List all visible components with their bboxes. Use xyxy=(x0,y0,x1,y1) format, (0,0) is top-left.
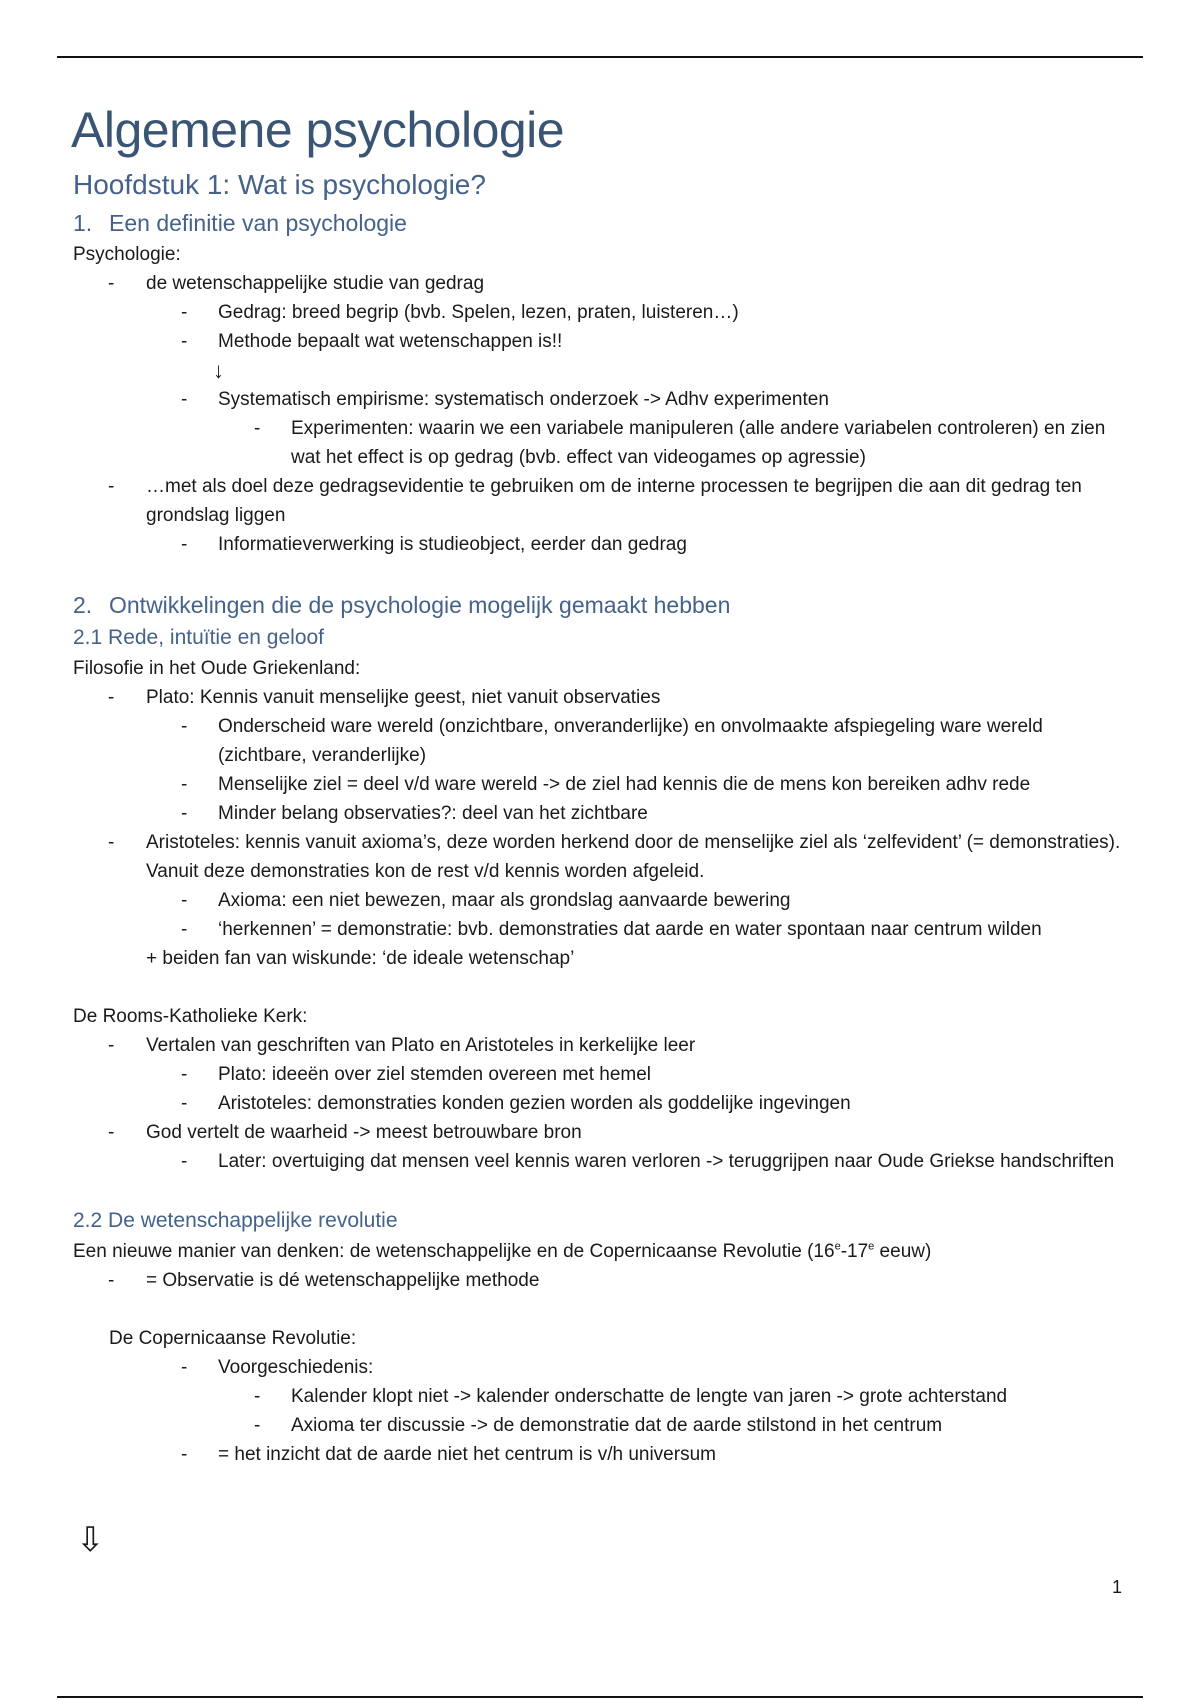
bullet-dash: - xyxy=(181,774,188,795)
list-item-text: Axioma ter discussie -> de demonstratie dat de aarde stilstond in het centrum xyxy=(291,1415,943,1436)
section-1-number: 1. xyxy=(73,210,93,236)
list-item xyxy=(73,1060,1133,1089)
document-title: Algemene psychologie xyxy=(71,102,565,158)
list-item-text: Axioma: een niet bewezen, maar als grondslag aanvaarde bewering xyxy=(218,890,791,911)
subsection-2-2-heading: 2.2 De wetenschappelijke revolutie xyxy=(73,1209,398,1232)
list-item-text: Menselijke ziel = deel v/d ware wereld -> de ziel had kennis die de mens kon bereiken adhv rede xyxy=(218,774,1031,795)
bullet-dash: - xyxy=(108,1270,115,1291)
bullet-dash: - xyxy=(181,331,188,352)
superscript: e xyxy=(868,1240,875,1253)
list-item xyxy=(73,1089,1133,1118)
church-intro: De Rooms-Katholieke Kerk: xyxy=(73,1006,308,1027)
list-item xyxy=(73,770,1133,799)
subsection-2-1-heading: 2.1 Rede, intuïtie en geloof xyxy=(73,626,325,649)
bullet-dash: - xyxy=(181,716,188,737)
outline-arrow-down-icon: ⇩ xyxy=(76,1521,105,1559)
bullet-dash: - xyxy=(181,534,188,555)
list-item-text: Aristoteles: kennis vanuit axioma’s, deze worden herkend door de menselijke ziel als ‘zelfevident’ (= demonstraties). Vanuit deze demonstraties kon de rest v/d kennis worden afgeleid. xyxy=(146,832,1121,882)
section-2-title: Ontwikkelingen die de psychologie mogelijk gemaakt hebben xyxy=(109,592,731,618)
list-item xyxy=(73,886,1133,915)
bullet-dash: - xyxy=(181,389,188,410)
bullet-dash: - xyxy=(181,890,188,911)
list-item-text: Plato: Kennis vanuit menselijke geest, niet vanuit observaties xyxy=(146,687,661,708)
list-item xyxy=(73,1440,1133,1469)
list-item-text: Plato: ideeën over ziel stemden overeen met hemel xyxy=(218,1064,652,1085)
list-item xyxy=(73,327,1133,356)
bullet-dash: - xyxy=(181,1151,188,1172)
list-item-text: Methode bepaalt wat wetenschappen is!! xyxy=(218,331,563,352)
list-item xyxy=(73,1382,1133,1411)
spacer xyxy=(73,973,1133,1002)
spacer xyxy=(73,559,1133,588)
list-item xyxy=(73,269,1133,298)
list-item xyxy=(73,385,1133,414)
footer-rule xyxy=(57,1696,1143,1698)
list-item xyxy=(73,828,1133,886)
document-page xyxy=(73,98,1133,1469)
list-item xyxy=(73,1118,1133,1147)
header-rule xyxy=(57,56,1143,58)
bullet-dash: - xyxy=(108,1035,115,1056)
list-item-text: = Observatie is dé wetenschappelijke methode xyxy=(146,1270,540,1291)
chapter-heading: Hoofdstuk 1: Wat is psychologie? xyxy=(73,169,486,200)
list-item-text: de wetenschappelijke studie van gedrag xyxy=(146,273,485,294)
list-item-text: …met als doel deze gedragsevidentie te gebruiken om de interne processen te begrijpen die aan dit gedrag ten grondslag liggen xyxy=(146,476,1082,526)
bullet-dash: - xyxy=(108,1122,115,1143)
list-item-text: Aristoteles: demonstraties konden gezien worden als goddelijke ingevingen xyxy=(218,1093,851,1114)
list-item-text: Systematisch empirisme: systematisch onderzoek -> Adhv experimenten xyxy=(218,389,829,410)
list-item xyxy=(73,1031,1133,1060)
list-item-text: Voorgeschiedenis: xyxy=(218,1357,374,1378)
arrow-down-icon: ↓ xyxy=(213,358,224,383)
bullet-dash: - xyxy=(254,418,261,439)
section-1-heading xyxy=(73,206,1133,240)
bullet-dash: - xyxy=(108,476,115,497)
intro-text-part: -17 xyxy=(840,1241,869,1262)
bullet-dash: - xyxy=(181,1357,188,1378)
list-item-text: Minder belang observaties?: deel van het zichtbare xyxy=(218,803,648,824)
intro-text-part: eeuw) xyxy=(874,1241,932,1262)
bullet-dash: - xyxy=(108,832,115,853)
note-line: + beiden fan van wiskunde: ‘de ideale wetenschap’ xyxy=(146,948,575,969)
list-item-text: Informatieverwerking is studieobject, eerder dan gedrag xyxy=(218,534,687,555)
list-item-text: Gedrag: breed begrip (bvb. Spelen, lezen, praten, luisteren…) xyxy=(218,302,739,323)
bullet-dash: - xyxy=(108,273,115,294)
bullet-dash: - xyxy=(108,687,115,708)
list-item-text: Experimenten: waarin we een variabele manipuleren (alle andere variabelen controleren) en zien wat het effect is op gedrag (bvb. effect van videogames op agressie) xyxy=(291,418,1106,468)
superscript: e xyxy=(834,1240,841,1253)
intro-text-part: Een nieuwe manier van denken: de wetenschappelijke en de Copernicaanse Revolutie (16 xyxy=(73,1241,835,1262)
bullet-dash: - xyxy=(181,302,188,323)
list-item xyxy=(73,1353,1133,1382)
bullet-dash: - xyxy=(181,1444,188,1465)
list-item-text: Vertalen van geschriften van Plato en Aristoteles in kerkelijke leer xyxy=(146,1035,696,1056)
list-item xyxy=(73,1411,1133,1440)
list-item-text: God vertelt de waarheid -> meest betrouwbare bron xyxy=(146,1122,582,1143)
section-2-heading xyxy=(73,588,1133,622)
list-item xyxy=(73,1147,1133,1176)
list-item-text: ‘herkennen’ = demonstratie: bvb. demonstraties dat aarde en water spontaan naar centrum wilden xyxy=(218,919,1042,940)
list-item xyxy=(73,414,1133,472)
spacer xyxy=(73,1176,1133,1205)
list-item xyxy=(73,1266,1133,1295)
list-item xyxy=(73,298,1133,327)
bullet-dash: - xyxy=(181,1093,188,1114)
copernican-intro: De Copernicaanse Revolutie: xyxy=(109,1328,357,1349)
section-2-number: 2. xyxy=(73,592,93,618)
list-item-text: Later: overtuiging dat mensen veel kennis waren verloren -> teruggrijpen naar Oude Griekse handschriften xyxy=(218,1151,1115,1172)
bullet-dash: - xyxy=(181,919,188,940)
bullet-dash: - xyxy=(181,1064,188,1085)
bullet-dash: - xyxy=(254,1386,261,1407)
list-item-text: = het inzicht dat de aarde niet het centrum is v/h universum xyxy=(218,1444,716,1465)
subsection-2-1-intro: Filosofie in het Oude Griekenland: xyxy=(73,658,361,679)
section-1-title: Een definitie van psychologie xyxy=(109,210,407,236)
list-item-text: Onderscheid ware wereld (onzichtbare, onveranderlijke) en onvolmaakte afspiegeling ware wereld (zichtbare, veranderlijke) xyxy=(218,716,1043,766)
subsection-2-2-intro xyxy=(73,1237,1133,1266)
bullet-dash: - xyxy=(254,1415,261,1436)
list-item xyxy=(73,799,1133,828)
list-item xyxy=(73,472,1133,530)
list-item xyxy=(73,712,1133,770)
page-number: 1 xyxy=(1112,1577,1123,1597)
spacer xyxy=(73,1295,1133,1324)
list-item-text: Kalender klopt niet -> kalender onderschatte de lengte van jaren -> grote achterstand xyxy=(291,1386,1008,1407)
list-item xyxy=(73,530,1133,559)
section-1-intro: Psychologie: xyxy=(73,244,181,265)
bullet-dash: - xyxy=(181,803,188,824)
list-item xyxy=(73,915,1133,944)
list-item xyxy=(73,683,1133,712)
